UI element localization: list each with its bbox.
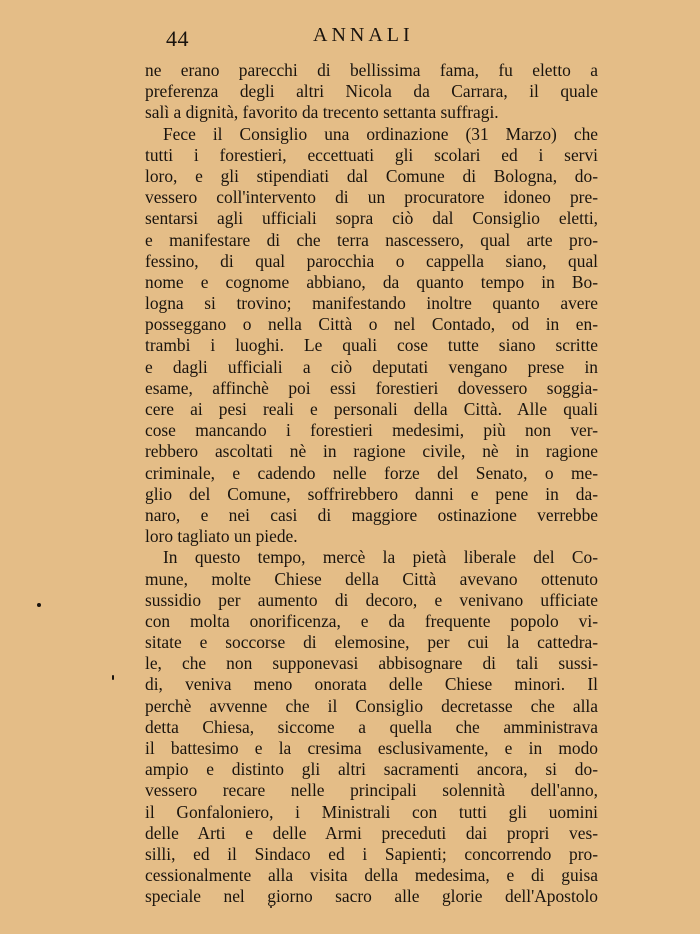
body-text <box>145 60 598 908</box>
text-line: perchè avvenne che il Consiglio decretasse che alla <box>145 695 598 716</box>
text-line: preferenza degli altri Nicola da Carrara, il quale <box>145 81 598 102</box>
text-line: le, che non supponevasi abbisognare di tali sussi- <box>145 653 598 674</box>
text-line: esame, affinchè poi essi forestieri dovessero soggia- <box>145 377 598 398</box>
ink-speck <box>112 675 114 680</box>
text-line: detta Chiesa, siccome a quella che amministrava <box>145 716 598 737</box>
text-line: con molta onorificenza, e da frequente popolo vi- <box>145 610 598 631</box>
text-line: vessero coll'intervento di un procuratore idoneo pre- <box>145 187 598 208</box>
text-line: nome e cognome abbiano, da quanto tempo in Bo- <box>145 271 598 292</box>
text-line: sussidio per aumento di decoro, e venivano ufficiate <box>145 589 598 610</box>
text-line: ne erano parecchi di bellissima fama, fu eletto a <box>145 60 598 80</box>
text-line: vessero recare nelle principali solennità dell'anno, <box>145 780 598 801</box>
text-line: fessino, di qual parocchia o cappella siano, qual <box>145 250 598 271</box>
running-title: ANNALI <box>313 24 414 46</box>
text-line: il Gonfaloniero, i Ministrali con tutti gli uomini <box>145 801 598 822</box>
text-line: delle Arti e delle Armi preceduti dai propri ves- <box>145 822 598 843</box>
text-line: posseggano o nella Città o nel Contado, od in en- <box>145 314 598 335</box>
text-line: speciale nel giorno sacro alle glorie dell'Apostolo <box>145 886 598 907</box>
text-line: rebbero ascoltati nè in ragione civile, nè in ragione <box>145 441 598 462</box>
text-line: loro tagliato un piede. <box>145 526 298 547</box>
ink-speck <box>37 603 41 607</box>
page-header <box>145 24 600 54</box>
text-line: tutti i forestieri, eccettuati gli scolari ed i servi <box>145 144 598 165</box>
text-line: sitate e soccorse di elemosine, per cui la cattedra- <box>145 632 598 653</box>
text-line: Fece il Consiglio una ordinazione (31 Marzo) che <box>163 123 598 144</box>
text-line: trambi i luoghi. Le quali cose tutte siano scritte <box>145 335 598 356</box>
text-line: e manifestare di che terra nascessero, qual arte pro- <box>145 229 598 250</box>
text-line: e dagli ufficiali a ciò deputati vengano prese in <box>145 356 598 377</box>
text-line: di, veniva meno onorata delle Chiese minori. Il <box>145 674 598 695</box>
text-line: cere ai pesi reali e personali della Città. Alle quali <box>145 399 598 419</box>
text-line: cose mancando i forestieri medesimi, più non ver- <box>145 420 598 441</box>
page-number: 44 <box>166 26 189 51</box>
text-line: logna si trovino; manifestando inoltre quanto avere <box>145 293 598 314</box>
text-line: In questo tempo, mercè la pietà liberale del Co- <box>163 547 598 568</box>
text-line: silli, ed il Sindaco ed i Sapienti; concorrendo pro- <box>145 843 598 864</box>
text-line: loro, e gli stipendiati dal Comune di Bologna, do- <box>145 165 598 186</box>
text-line: sentarsi agli ufficiali sopra ciò dal Consiglio eletti, <box>145 208 598 229</box>
text-line: ampio e distinto gli altri sacramenti ancora, si do- <box>145 759 598 780</box>
text-line: cessionalmente alla visita della medesima, e di guisa <box>145 865 598 886</box>
text-line: salì a dignità, favorito da trecento settanta suffragi. <box>145 102 499 123</box>
text-line: naro, e nei casi di maggiore ostinazione verrebbe <box>145 504 598 525</box>
text-line: glio del Comune, soffrirebbero danni e pene in da- <box>145 483 598 504</box>
ink-speck <box>270 906 272 908</box>
text-line: mune, molte Chiese della Città avevano ottenuto <box>145 568 598 589</box>
text-line: criminale, e cadendo nelle forze del Senato, o me- <box>145 462 598 483</box>
text-line: il battesimo e la cresima esclusivamente, e in modo <box>145 738 598 758</box>
